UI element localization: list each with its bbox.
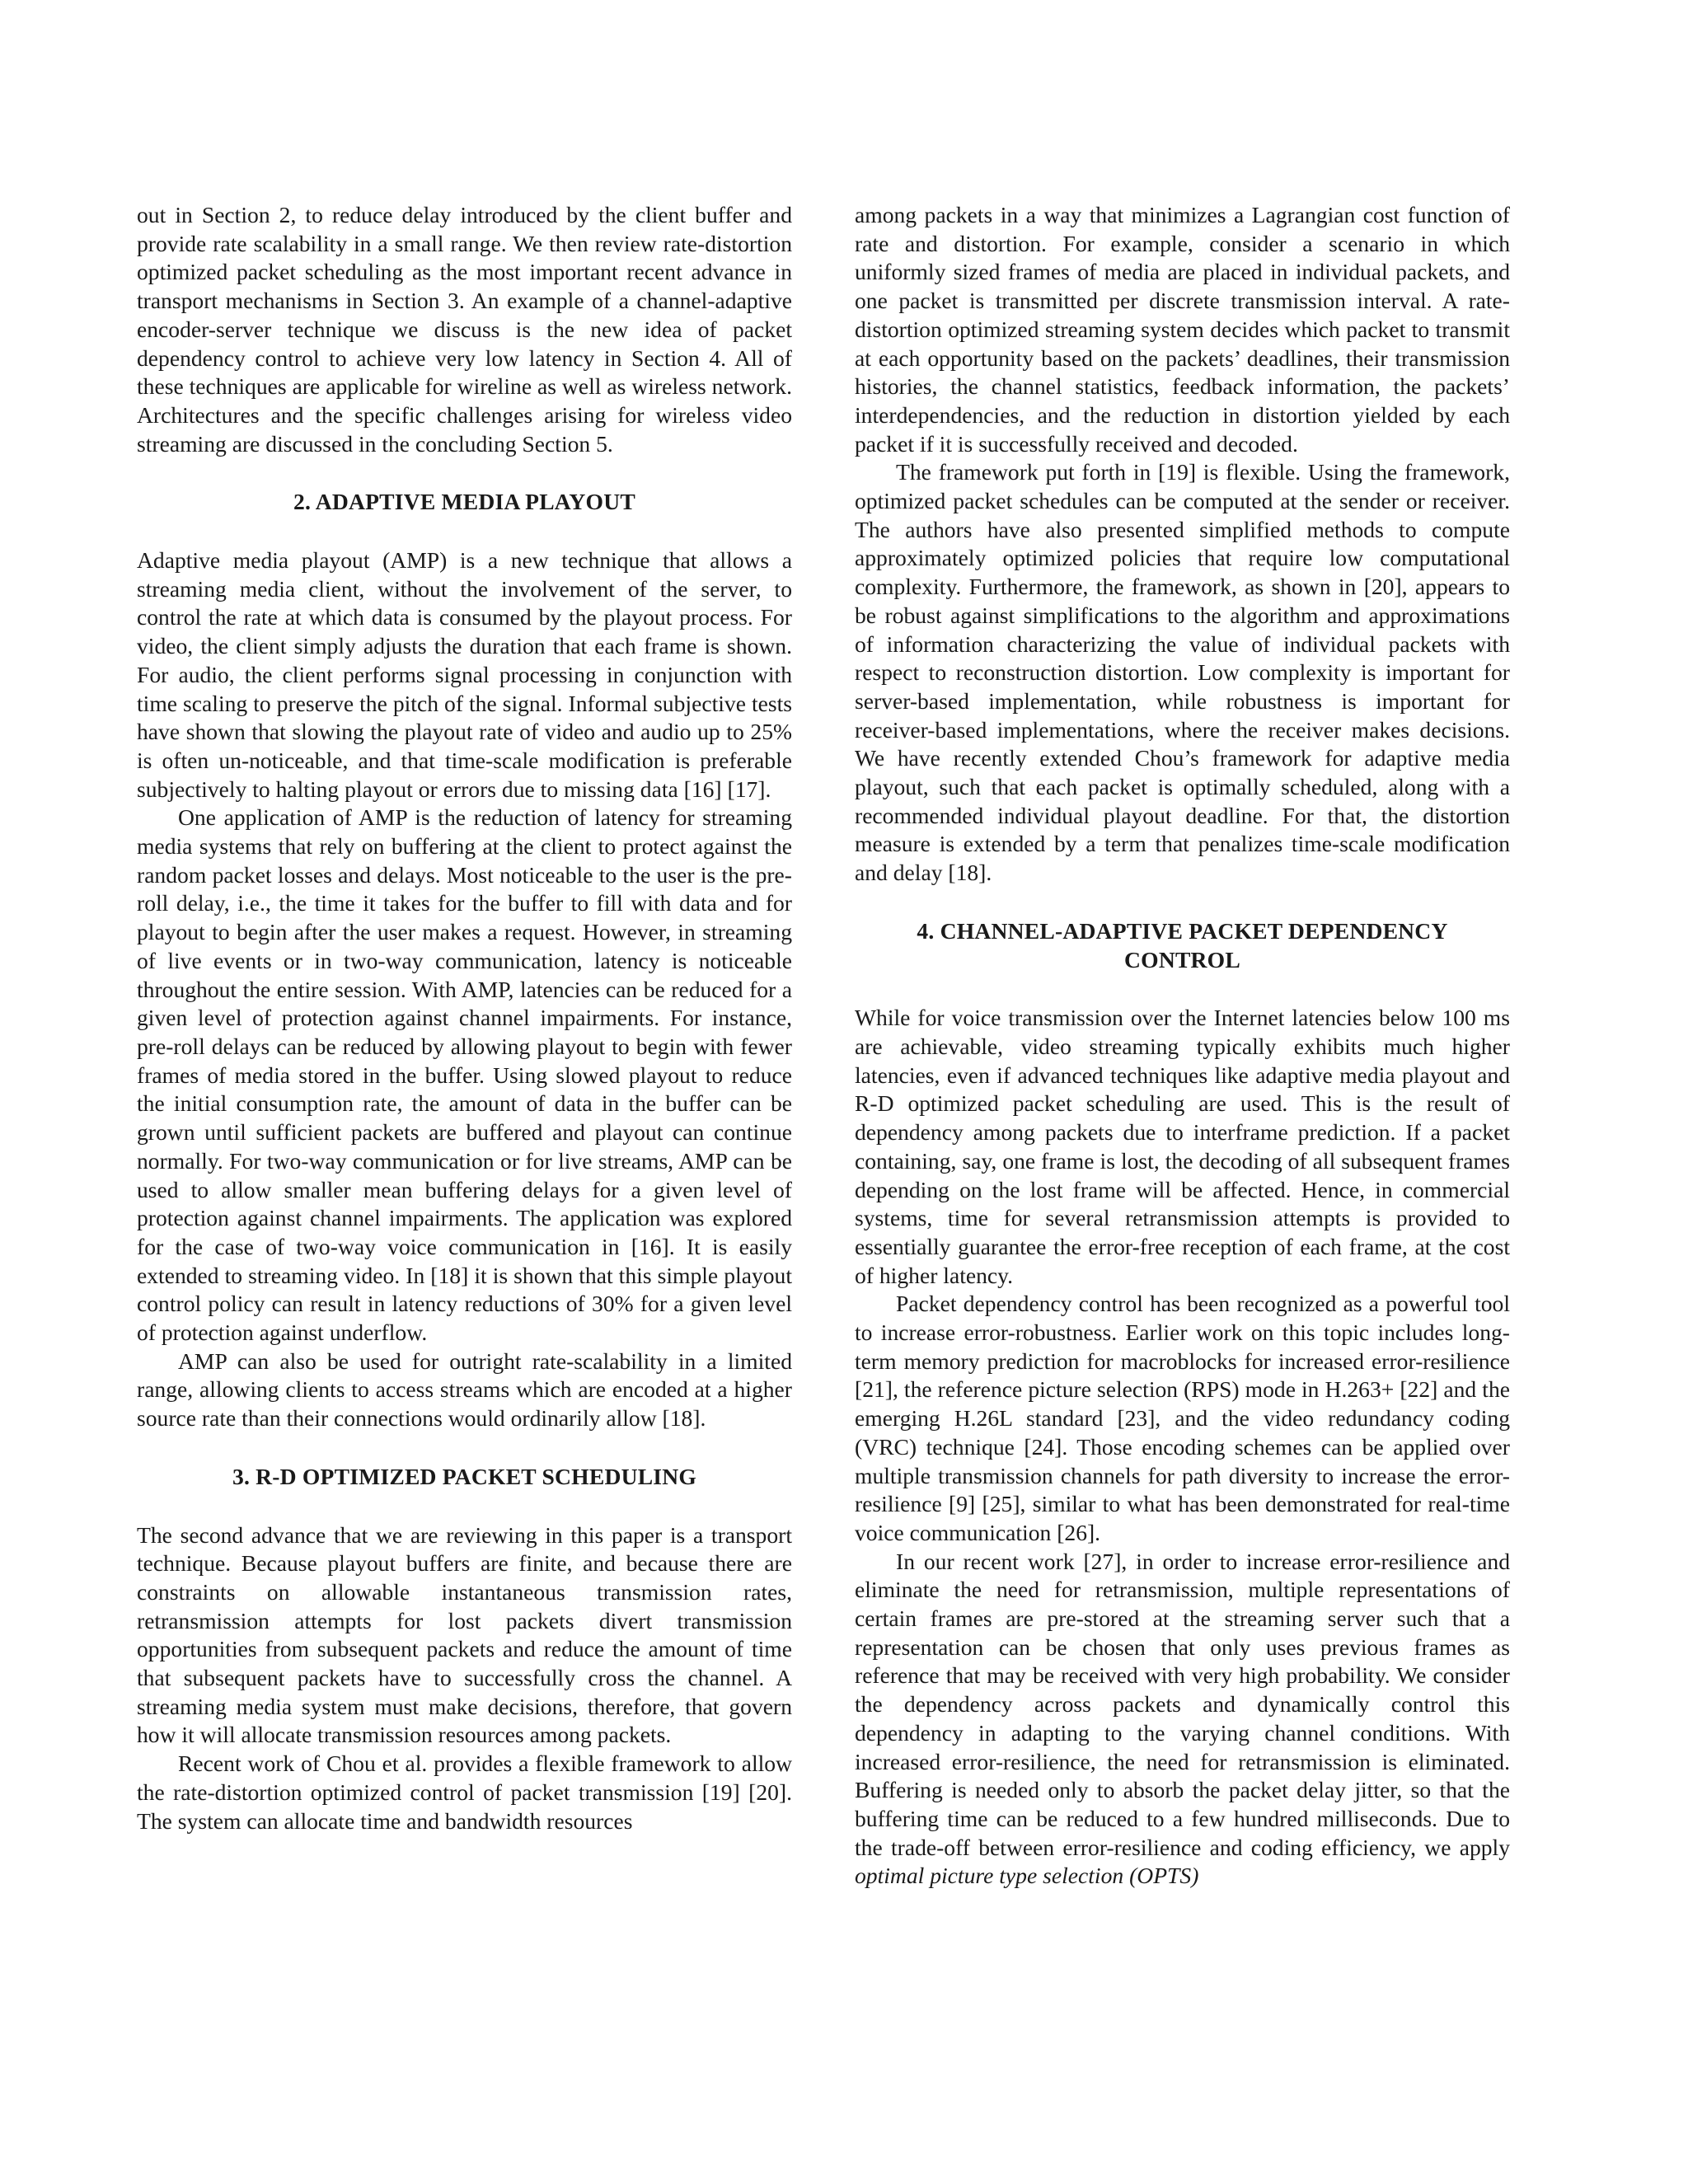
section-2-paragraph-1: Adaptive media playout (AMP) is a new technique that allows a streaming media client, without the involvement of the server, to control the rate at which data is consumed by the playout process. For video, the client simply adjusts the duration that each frame is shown. For audio, the client performs signal processing in conjunction with time scaling to preserve the pitch of the signal. Informal subjective tests have shown that slowing the playout rate of video and audio up to 25% is often un-noticeable, and that time-scale modification is preferable subjectively to halting playout or errors due to missing data [16] [17]. (137, 547, 792, 802)
section-4-paragraph-1: While for voice transmission over the Internet latencies below 100 ms are achievable, video streaming typically exhibits much higher latencies, even if advanced techniques like adaptive media playout and R-D optimized packet scheduling are used. This is the result of dependency among packets due to interframe prediction. If a packet containing, say, one frame is lost, the decoding of all subsequent frames depending on the lost frame will be affected. Hence, in commercial systems, time for several retransmission attempts is provided to essentially guarantee the error-free reception of each frame, at the cost of higher latency. (855, 1005, 1510, 1288)
section-4-heading-line-2: CONTROL (1124, 946, 1240, 972)
section-2-heading: 2. ADAPTIVE MEDIA PLAYOUT (293, 489, 635, 515)
section-3-paragraph-2: Recent work of Chou et al. provides a flexible framework to allow the rate-distortion optimized control of packet transmission [19] [20]. The system can allocate time and bandwidth resources (137, 1750, 792, 1834)
right-column (855, 201, 1510, 1891)
section-2-paragraph-2: One application of AMP is the reduction of latency for streaming media systems that rely on buffering at the client to protect against the random packet losses and delays. Most noticeable to the user is the pre-roll delay, i.e., the time it takes for the buffer to fill with data and for playout to begin after the user makes a request. However, in streaming of live events or in two-way communication, latency is noticeable throughout the entire session. With AMP, latencies can be reduced for a given level of protection against channel impairments. For instance, pre-roll delays can be reduced by allowing playout to begin with fewer frames of media stored in the buffer. Using slowed playout to reduce the initial consumption rate, the amount of data in the buffer can be grown until sufficient packets are buffered and playout can continue normally. For two-way communication or for live streams, AMP can be used to allow smaller mean buffering delays for a given level of protection against channel impairments. The application was explored for the case of two-way voice communication in [16]. It is easily extended to streaming video. In [18] it is shown that this simple playout control policy can result in latency reductions of 30% for a given level of protection against underflow. (137, 804, 792, 1346)
section-4-paragraph-3-emphasis: optimal picture type selection (OPTS) (855, 1863, 1199, 1889)
section-3-heading: 3. R-D OPTIMIZED PACKET SCHEDULING (232, 1463, 697, 1489)
section-4-paragraph-3-text: In our recent work [27], in order to increase error-resilience and eliminate the need for retransmission, multiple representations of certain frames are pre-stored at the streaming server such that a representation can be chosen that only uses previous frames as reference that may be received with very high probability. We consider the dependency across packets and dynamically control this dependency in adapting to the varying channel conditions. With increased error-resilience, the need for retransmission is eliminated. Buffering is needed only to absorb the packet delay jitter, so that the buffering time can be reduced to a few hundred milliseconds. Due to the trade-off between error-resilience and coding efficiency, we apply (855, 1548, 1510, 1860)
section-4-heading-line-1: 4. CHANNEL-ADAPTIVE PACKET DEPENDENCY (917, 917, 1448, 944)
section-3-continued-paragraph-2: The framework put forth in [19] is flexible. Using the framework, optimized packet schedules can be computed at the sender or receiver. The authors have also presented simplified methods to compute approximately optimized policies that require low computational complexity. Furthermore, the framework, as shown in [20], appears to be robust against simplifications to the algorithm and approximations of information characterizing the value of individual packets with respect to reconstruction distortion. Low complexity is important for server-based implementation, while robustness is important for receiver-based implementations, where the receiver makes decisions. We have recently extended Chou’s framework for adaptive media playout, such that each packet is optimally scheduled, along with a recommended individual playout deadline. For that, the distortion measure is extended by a term that penalizes time-scale modification and delay [18]. (855, 459, 1510, 886)
section-2-paragraph-3: AMP can also be used for outright rate-scalability in a limited range, allowing clients to access streams which are encoded at a higher source rate than their connections would ordinarily allow [18]. (137, 1347, 792, 1432)
left-column (137, 201, 792, 1835)
section-4-paragraph-2: Packet dependency control has been recognized as a powerful tool to increase error-robustness. Earlier work on this topic includes long-term memory prediction for macroblocks for increased error-resilience [21], the reference picture selection (RPS) mode in H.263+ [22] and the emerging H.26L standard [23], and the video redundancy coding (VRC) technique [24]. Those encoding schemes can be applied over multiple transmission channels for path diversity to increase the error-resilience [9] [25], similar to what has been demonstrated for real-time voice communication [26]. (855, 1291, 1510, 1545)
intro-continuation-paragraph: out in Section 2, to reduce delay introduced by the client buffer and provide rate scalability in a small range. We then review rate-distortion optimized packet scheduling as the most important recent advance in transport mechanisms in Section 3. An example of a channel-adaptive encoder-server technique we discuss is the new idea of packet dependency control to achieve very low latency in Section 4. All of these techniques are applicable for wireline as well as wireless network. Architectures and the specific challenges arising for wireless video streaming are discussed in the concluding Section 5. (137, 202, 792, 457)
section-4-paragraph-3 (855, 1548, 1510, 1891)
section-3-continued-paragraph-1: among packets in a way that minimizes a Lagrangian cost function of rate and distortion. For example, consider a scenario in which uniformly sized frames of media are placed in individual packets, and one packet is transmitted per discrete transmission interval. A rate-distortion optimized streaming system decides which packet to transmit at each opportunity based on the packets’ deadlines, their transmission histories, the channel statistics, feedback information, the packets’ interdependencies, and the reduction in distortion yielded by each packet if it is successfully received and decoded. (855, 202, 1510, 457)
section-3-paragraph-1: The second advance that we are reviewing in this paper is a transport technique. Because playout buffers are finite, and because there are constraints on allowable instantaneous transmission rates, retransmission attempts for lost packets divert transmission opportunities from subsequent packets and reduce the amount of time that subsequent packets have to successfully cross the channel. A streaming media system must make decisions, therefore, that govern how it will allocate transmission resources among packets. (137, 1521, 792, 1748)
section-4-heading (855, 917, 1510, 974)
